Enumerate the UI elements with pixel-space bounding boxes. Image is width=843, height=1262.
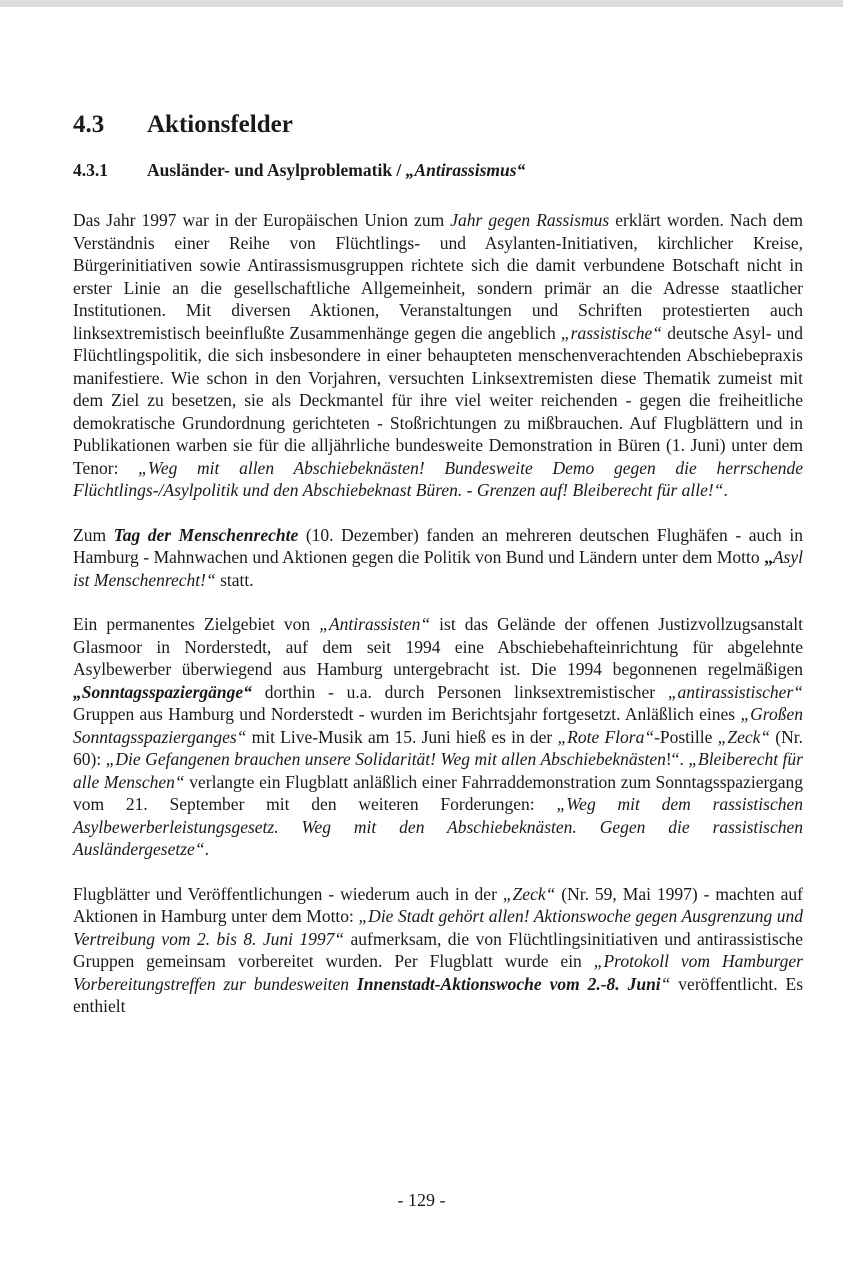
page-number: - 129 - (397, 1190, 446, 1210)
subsection-number: 4.3.1 (73, 160, 108, 180)
text-run: dorthin - u.a. durch Personen linksextremistischer (251, 681, 668, 702)
section-title: Aktionsfelder (147, 111, 293, 138)
section-number: 4.3 (73, 111, 105, 138)
text-run: (Nr. 60): (73, 726, 804, 769)
text-run: Zum (73, 524, 114, 545)
text-run: „Sonntagsspaziergänge“ (73, 681, 252, 702)
text-run: „Bleiberecht für alle Menschen“ (73, 749, 803, 792)
subsection-heading (73, 155, 803, 185)
text-run: Tag der Menschenrechte (113, 524, 299, 545)
top-scan-border (0, 0, 843, 7)
text-run: „Protokoll vom Hamburger Vorbereitungstreffen zur bundesweiten (73, 951, 803, 994)
text-run: „Zeck“ (502, 883, 556, 904)
text-run: erklärt worden. Nach dem Verständnis einer Reihe von Flüchtlings- und Asylanten-Initiativen, kirchlicher Kreise, Bürgerinitiativen sowie Antirassismusgruppen richtete sich die damit verbundene Botschaft nicht in erster Linie an die gesellschaftliche Allgemeinheit, sondern primär an die Adresse staatlicher Institutionen. Mit diversen Aktionen, Veranstaltungen und Schriften protestierten auch linksextremistisch beeinflußte Zusammenhänge gegen die angeblich (73, 210, 803, 343)
text-run: statt. (215, 569, 254, 590)
text-run: deutsche Asyl- und Flüchtlingspolitik, die sich insbesondere in einer behaupteten menschenverachtenden Abschiebepraxis manifestiere. Wie schon in den Vorjahren, versuchten Linksextremisten diese Thematik zumeist mit dem Ziel zu besetzen, sie als Deckmantel für ihre viel weiter reichenden - gegen die freiheitliche demokratische Grundordnung gerichteten - Stoßrichtungen zu mißbrauchen. Auf Flugblättern und in Publikationen warben sie für die alljährliche bundesweite Demonstration in Büren (1. Juni) unter dem Tenor: (73, 322, 803, 478)
text-run: „Großen Sonntagsspazierganges“ (73, 704, 803, 747)
text-run: (10. Dezember) fanden an mehreren deutschen Flughäfen - auch in Hamburg - Mahnwachen und Aktionen gegen die Politik von Bund und Ländern unter dem Motto (73, 524, 803, 567)
subsection-title: Ausländer- und Asylproblematik / (147, 160, 406, 180)
text-run: . (204, 839, 209, 859)
text-run: „Weg mit dem rassistischen Asylbewerberleistungsgesetz. Weg mit den Abschiebeknästen. Gegen die rassistischen Ausländergesetze“ (73, 794, 803, 859)
text-run: „Weg mit allen Abschiebeknästen! Bundesweite Demo gegen die herrschende Flüchtlings-/Asylpolitik und den Abschiebeknast Büren. - Grenzen auf! Bleiberecht für alle!“ (73, 457, 803, 500)
page-content (73, 105, 803, 1018)
text-run: “ (660, 973, 671, 994)
paragraph-1 (73, 209, 803, 502)
paragraph-2 (73, 524, 803, 592)
text-run: verlangte ein Flugblatt anläßlich einer Fahrraddemonstration zum Sonntagsspaziergang vom 21. September mit den weiteren Forderungen: (73, 771, 803, 814)
text-run: „Rote Flora“ (557, 726, 655, 747)
text-run: veröffentlicht. Es enthielt (73, 973, 803, 1016)
text-run: Flugblätter und Veröffentlichungen - wiederum auch in der (73, 883, 503, 904)
subsection-title-quote: „Antirassismus“ (405, 160, 526, 180)
text-run: . (723, 480, 728, 500)
text-run: Ein permanentes Zielgebiet von (73, 614, 320, 634)
text-run: Jahr gegen Rassismus (450, 210, 610, 230)
text-run: (Nr. 59, Mai 1997) - machten auf Aktionen in Hamburg unter dem Motto: (73, 883, 803, 926)
text-run: „Die Stadt gehört allen! Aktionswoche gegen Ausgrenzung und Vertreibung vom 2. bis 8. Juni 1997“ (73, 906, 803, 949)
text-run: „rassistische“ (560, 322, 663, 343)
text-run: aufmerksam, die von Flüchtlingsinitiativen und antirassistische Gruppen gemeinsam vorbereitet wurden. Per Flugblatt wurde ein (73, 928, 803, 971)
text-run: „Zeck“ (717, 726, 771, 747)
text-run: Innenstadt-Aktionswoche vom 2.-8. Juni (356, 973, 661, 994)
text-run: „ (764, 547, 773, 567)
paragraph-4 (73, 883, 803, 1018)
text-run: Asyl ist Menschenrecht!“ (73, 547, 803, 590)
text-run: mit Live-Musik am 15. Juni hieß es in der (246, 726, 558, 747)
text-run: ist das Gelände der offenen Justizvollzugsanstalt Glasmoor in Norderstedt, auf dem seit 1994 eine Abschiebehafteinrichtung für abgelehnte Asylbewerber überwiegend aus Hamburg untergebracht ist. Die 1994 begonnenen regelmäßigen (73, 614, 803, 679)
text-run: „antirassistischer“ (667, 681, 803, 702)
text-run: -Postille (654, 726, 718, 747)
text-run: Gruppen aus Hamburg und Norderstedt - wurden im Berichtsjahr fortgesetzt. Anläßlich eines (73, 704, 741, 724)
section-heading (73, 105, 803, 145)
paragraph-3 (73, 613, 803, 861)
text-run: „Antirassisten“ (319, 614, 431, 634)
text-run: „Die Gefangenen brauchen unsere Solidarität! Weg mit allen Abschiebeknästen (105, 749, 666, 769)
text-run: !“. (665, 749, 689, 769)
text-run: Das Jahr 1997 war in der Europäischen Union zum (73, 210, 451, 230)
